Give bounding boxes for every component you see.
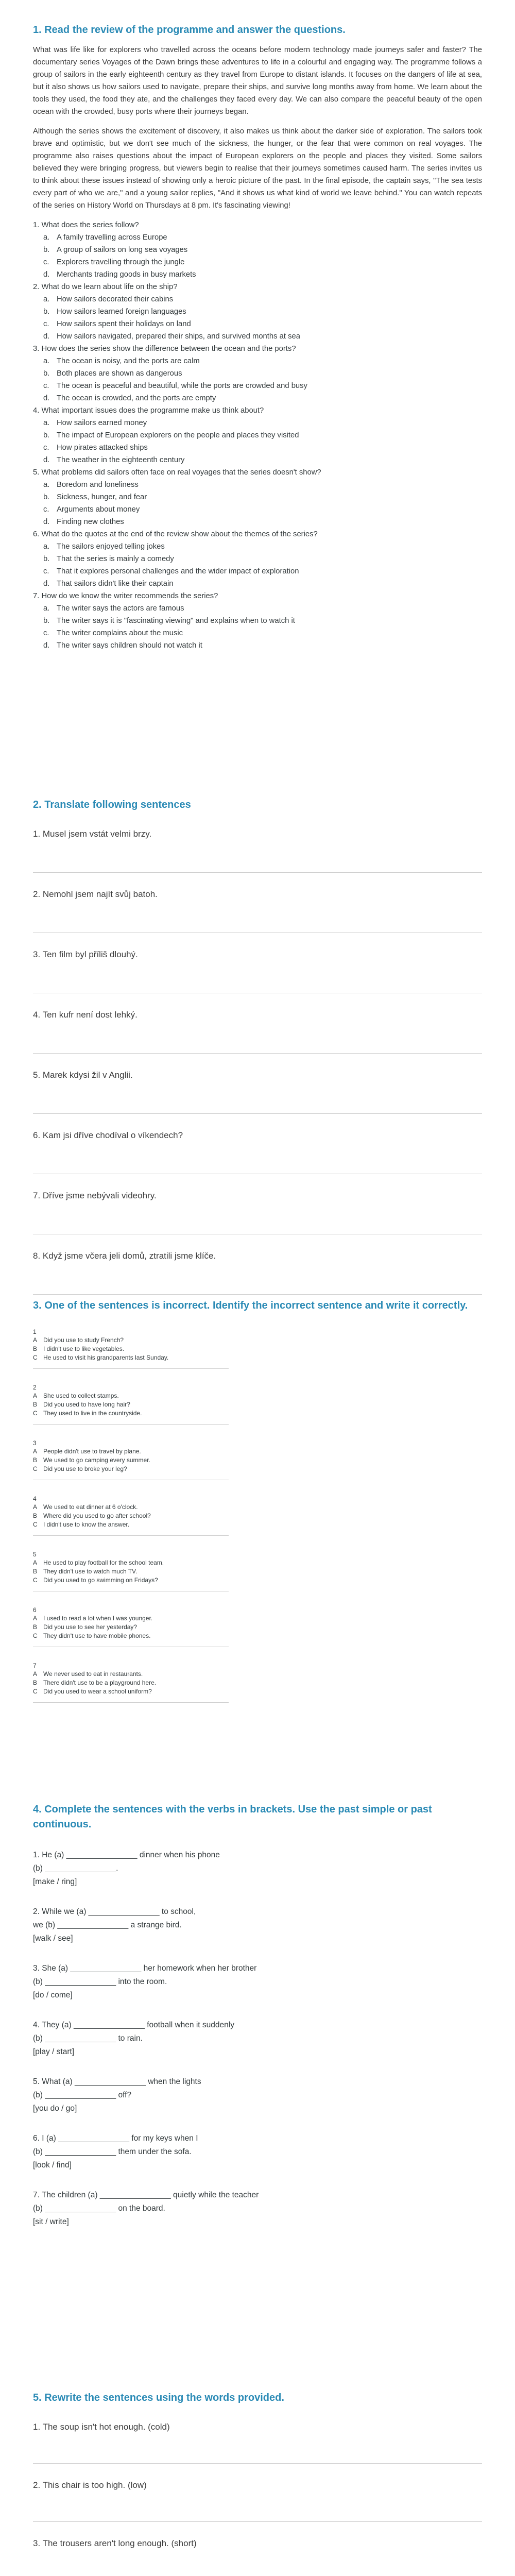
sentence-option[interactable] xyxy=(33,1456,482,1465)
sentence-option[interactable] xyxy=(33,1345,482,1353)
section-4-heading: 4. Complete the sentences with the verbs in brackets. Use the past simple or past continuous. xyxy=(33,1804,432,1830)
option-text: Did you used to have long hair? xyxy=(43,1401,130,1408)
verb-hint: [do / come] xyxy=(33,1991,73,1999)
option-letter: d. xyxy=(43,394,50,402)
question: 5. What problems did sailors often face on real voyages that the series doesn't show? xyxy=(33,468,321,477)
option-text: Did you used to go swimming on Fridays? xyxy=(43,1577,158,1584)
sentence-option[interactable] xyxy=(33,1409,482,1418)
sentence-option[interactable] xyxy=(33,1520,482,1529)
answer-option[interactable] xyxy=(33,244,482,256)
answer-options xyxy=(33,355,482,404)
option-letter: c. xyxy=(43,505,49,514)
option-text: He used to play football for the school team. xyxy=(43,1559,164,1566)
option-text: How sailors earned money xyxy=(57,419,147,427)
translation-item xyxy=(33,948,482,993)
error-group xyxy=(33,1495,482,1536)
option-letter: C xyxy=(33,1632,38,1639)
answer-option[interactable] xyxy=(33,578,482,590)
option-text: The writer complains about the music xyxy=(57,629,183,637)
option-text: How sailors navigated, prepared their ships, and survived months at sea xyxy=(57,332,300,341)
verb-hint: [look / find] xyxy=(33,2161,72,2170)
verb-item xyxy=(33,2019,482,2059)
sentence-option[interactable] xyxy=(33,1623,482,1632)
option-letter: c. xyxy=(43,567,49,575)
option-text: How sailors learned foreign languages xyxy=(57,308,186,316)
answer-option[interactable] xyxy=(33,442,482,454)
question: 1. What does the series follow? xyxy=(33,221,139,229)
review-paragraph: Although the series shows the excitement of discovery, it also makes us think about the darker side of exploration. The sailors took brave and optimistic, but we don't see much of the sickness, the hunger, or the fear that were common on real voyages. The programme also raises questions about the impact of European explorers on the people and places they visited. Some sailors believed they were bringing progress, but viewers begin to realise that their journeys sometimes caused harm. The series invites us to think about these issues instead of showing only a heroic picture of the past. In the final episode, the captain says, "The sea tests every part of who we are," and a young sailor replies, "And it shows us what kind of world we leave behind." You can watch repeats of the series on History World on Thursdays at 8 pm. It's fascinating viewing! xyxy=(33,127,482,210)
option-text: A family travelling across Europe xyxy=(57,233,167,242)
option-letter: B xyxy=(33,1401,38,1408)
option-letter: C xyxy=(33,1410,38,1417)
option-letter: B xyxy=(33,1623,38,1631)
answer-option[interactable] xyxy=(33,293,482,306)
czech-sentence: 2. Nemohl jsem najít svůj batoh. xyxy=(33,889,158,899)
answer-options xyxy=(33,479,482,528)
sentence-option[interactable] xyxy=(33,1576,482,1585)
answer-option[interactable] xyxy=(33,268,482,281)
option-text: The writer says children should not watch it xyxy=(57,641,202,650)
verb-item xyxy=(33,1849,482,1889)
sentence-option[interactable] xyxy=(33,1632,482,1640)
option-text: How sailors decorated their cabins xyxy=(57,295,174,303)
answer-option[interactable] xyxy=(33,306,482,318)
option-letter: C xyxy=(33,1521,38,1528)
verb-hint: [walk / see] xyxy=(33,1934,73,1943)
section-5-heading: 5. Rewrite the sentences using the words provided. xyxy=(33,2392,284,2403)
option-text: Both places are shown as dangerous xyxy=(57,369,182,378)
sentence-line-2[interactable]: (b) ________________ on the board. xyxy=(33,2204,165,2213)
answer-line[interactable] xyxy=(33,1368,229,1369)
verb-hint: [you do / go] xyxy=(33,2104,77,2113)
option-letter: C xyxy=(33,1465,38,1472)
czech-sentence: 3. Ten film byl příliš dlouhý. xyxy=(33,950,138,959)
group-number: 1 xyxy=(33,1328,37,1335)
verb-hint: [play / start] xyxy=(33,2047,75,2056)
option-letter: a. xyxy=(43,357,50,365)
sentence-option[interactable] xyxy=(33,1353,482,1362)
answer-option[interactable] xyxy=(33,231,482,244)
rewrite-list xyxy=(33,2421,482,2576)
original-sentence: 2. This chair is too high. (low) xyxy=(33,2480,147,2490)
option-text: That it explores personal challenges and the wider impact of exploration xyxy=(57,567,299,575)
answer-option[interactable] xyxy=(33,602,482,615)
answer-option[interactable] xyxy=(33,615,482,627)
option-text: I used to read a lot when I was younger. xyxy=(43,1615,153,1622)
option-letter: A xyxy=(33,1336,38,1344)
option-text: That sailors didn't like their captain xyxy=(57,580,174,588)
sentence-option[interactable] xyxy=(33,1670,482,1679)
option-letter: c. xyxy=(43,382,49,390)
option-letter: A xyxy=(33,1448,38,1455)
sentence-line-2[interactable]: (b) ________________ off? xyxy=(33,2091,132,2099)
translation-item xyxy=(33,1129,482,1174)
option-letter: d. xyxy=(43,332,50,341)
translation-item xyxy=(33,1250,482,1295)
sentence-option[interactable] xyxy=(33,1336,482,1345)
option-letter: d. xyxy=(43,641,50,650)
answer-option[interactable] xyxy=(33,553,482,565)
option-letter: B xyxy=(33,1512,38,1519)
option-letter: a. xyxy=(43,419,50,427)
error-group xyxy=(33,1550,482,1591)
option-letter: B xyxy=(33,1456,38,1464)
option-text: They didn't use to watch much TV. xyxy=(43,1568,138,1575)
option-letter: C xyxy=(33,1577,38,1584)
option-letter: d. xyxy=(43,270,50,279)
error-group xyxy=(33,1383,482,1425)
group-number: 4 xyxy=(33,1495,37,1502)
option-letter: d. xyxy=(43,580,50,588)
section-reading xyxy=(33,23,482,652)
czech-sentence: 7. Dříve jsme nebývali videohry. xyxy=(33,1191,157,1200)
answer-option[interactable] xyxy=(33,417,482,429)
review-paragraph: What was life like for explorers who travelled across the oceans before modern technology made journeys safer and faster? The documentary series Voyages of the Dawn brings these adventures to life in a colourful and engaging way. The programme follows a group of sailors in the early eighteenth century as they travel from Europe to distant islands. It focuses on the dangers of life at sea, but it also shows us how sailors used to navigate, prepare their ships, and survive long months away from home. We learn about the tools they used, the food they ate, and the challenges they faced every day. We can also compare the peaceful beauty of the open ocean with the crowded, busy ports where their journeys began. xyxy=(33,46,482,116)
group-number: 7 xyxy=(33,1662,37,1669)
translation-item xyxy=(33,828,482,873)
option-letter: b. xyxy=(43,308,50,316)
option-letter: b. xyxy=(43,555,50,563)
error-groups xyxy=(33,1328,482,1703)
sentence-option[interactable] xyxy=(33,1512,482,1520)
option-letter: a. xyxy=(43,604,50,613)
option-text: She used to collect stamps. xyxy=(43,1392,119,1399)
option-letter: A xyxy=(33,1503,38,1511)
sentence-line-2[interactable]: (b) ________________. xyxy=(33,1864,118,1873)
option-letter: c. xyxy=(43,444,49,452)
sentence-line-2[interactable]: (b) ________________ to rain. xyxy=(33,2034,143,2043)
option-letter: c. xyxy=(43,629,49,637)
option-text: That the series is mainly a comedy xyxy=(57,555,174,563)
option-letter: a. xyxy=(43,233,50,242)
answer-option[interactable] xyxy=(33,392,482,404)
option-letter: B xyxy=(33,1345,38,1352)
answer-option[interactable] xyxy=(33,516,482,528)
option-text: The weather in the eighteenth century xyxy=(57,456,185,464)
sentence-option[interactable] xyxy=(33,1392,482,1400)
answer-option[interactable] xyxy=(33,491,482,503)
section-3-heading: 3. One of the sentences is incorrect. Identify the incorrect sentence and write it correctly. xyxy=(33,1300,468,1311)
sentence-option[interactable] xyxy=(33,1503,482,1512)
answer-option[interactable] xyxy=(33,429,482,442)
answer-option[interactable] xyxy=(33,380,482,392)
option-text: Did you use to see her yesterday? xyxy=(43,1623,138,1631)
option-letter: d. xyxy=(43,456,50,464)
answer-option[interactable] xyxy=(33,565,482,578)
original-sentence: 3. The trousers aren't long enough. (short) xyxy=(33,2538,197,2548)
option-text: Finding new clothes xyxy=(57,518,124,526)
original-sentence: 1. The soup isn't hot enough. (cold) xyxy=(33,2422,170,2432)
error-group xyxy=(33,1328,482,1369)
option-text: How pirates attacked ships xyxy=(57,444,148,452)
option-text: Arguments about money xyxy=(57,505,140,514)
option-text: The writer says it is "fascinating viewing" and explains when to watch it xyxy=(57,617,295,625)
option-text: The sailors enjoyed telling jokes xyxy=(57,543,165,551)
answer-options xyxy=(33,417,482,466)
answer-options xyxy=(33,231,482,281)
answer-option[interactable] xyxy=(33,540,482,553)
option-text: He used to visit his grandparents last Sunday. xyxy=(43,1354,169,1361)
section-1-heading: 1. Read the review of the programme and answer the questions. xyxy=(33,24,346,36)
option-letter: A xyxy=(33,1392,38,1399)
verb-hint: [make / ring] xyxy=(33,1877,77,1886)
question: 4. What important issues does the programme make us think about? xyxy=(33,406,264,415)
sentence-line-1[interactable]: 1. He (a) ________________ dinner when his phone xyxy=(33,1851,220,1859)
translation-list xyxy=(33,828,482,1295)
answer-line[interactable] xyxy=(33,2463,482,2464)
answer-line[interactable] xyxy=(33,1113,482,1114)
czech-sentence: 4. Ten kufr není dost lehký. xyxy=(33,1010,138,1020)
section-rewrite xyxy=(33,2391,482,2576)
answer-line[interactable] xyxy=(33,872,482,873)
sentence-option[interactable] xyxy=(33,1567,482,1576)
sentence-option[interactable] xyxy=(33,1447,482,1456)
sentence-line-1[interactable]: 2. While we (a) ________________ to school, xyxy=(33,1907,196,1916)
option-text: The ocean is peaceful and beautiful, while the ports are crowded and busy xyxy=(57,382,307,390)
option-text: Explorers travelling through the jungle xyxy=(57,258,185,266)
group-number: 6 xyxy=(33,1606,37,1614)
option-text: The ocean is crowded, and the ports are empty xyxy=(57,394,216,402)
sentence-option[interactable] xyxy=(33,1687,482,1696)
translation-item xyxy=(33,1069,482,1114)
error-group xyxy=(33,1439,482,1480)
rewrite-item xyxy=(33,2537,482,2576)
czech-sentence: 6. Kam jsi dříve chodíval o víkendech? xyxy=(33,1130,183,1140)
verb-item xyxy=(33,2075,482,2115)
sentence-option[interactable] xyxy=(33,1679,482,1687)
section-verb-tenses xyxy=(33,1802,482,2229)
rewrite-item xyxy=(33,2479,482,2522)
sentence-option[interactable] xyxy=(33,1614,482,1623)
rewrite-item xyxy=(33,2421,482,2464)
verb-item xyxy=(33,1962,482,2002)
sentence-line-1[interactable]: 3. She (a) ________________ her homework when her brother xyxy=(33,1964,257,1973)
option-letter: c. xyxy=(43,320,49,328)
option-letter: c. xyxy=(43,258,49,266)
verb-hint: [sit / write] xyxy=(33,2217,69,2226)
option-text: They used to live in the countryside. xyxy=(43,1410,142,1417)
verb-item xyxy=(33,2132,482,2172)
option-text: Where did you used to go after school? xyxy=(43,1512,151,1519)
error-group xyxy=(33,1662,482,1703)
option-letter: a. xyxy=(43,295,50,303)
verb-item xyxy=(33,1905,482,1945)
answer-option[interactable] xyxy=(33,256,482,268)
option-letter: b. xyxy=(43,493,50,501)
group-number: 5 xyxy=(33,1551,37,1558)
translation-item xyxy=(33,888,482,933)
answer-option[interactable] xyxy=(33,479,482,491)
option-text: Did you used to wear a school uniform? xyxy=(43,1688,152,1695)
option-text: Boredom and loneliness xyxy=(57,481,139,489)
answer-option[interactable] xyxy=(33,627,482,639)
answer-line[interactable] xyxy=(33,1053,482,1054)
option-text: There didn't use to be a playground here. xyxy=(43,1679,157,1686)
option-letter: b. xyxy=(43,246,50,254)
option-letter: b. xyxy=(43,431,50,439)
sentence-option[interactable] xyxy=(33,1558,482,1567)
option-text: Did you use to study French? xyxy=(43,1336,124,1344)
question: 2. What do we learn about life on the ship? xyxy=(33,283,178,291)
czech-sentence: 5. Marek kdysi žil v Anglii. xyxy=(33,1070,133,1080)
answer-line[interactable] xyxy=(33,1424,229,1425)
answer-option[interactable] xyxy=(33,355,482,367)
answer-line[interactable] xyxy=(33,1535,229,1536)
option-text: The ocean is noisy, and the ports are calm xyxy=(57,357,200,365)
option-letter: A xyxy=(33,1559,38,1566)
option-text: Did you use to broke your leg? xyxy=(43,1465,127,1472)
option-text: We used to eat dinner at 6 o'clock. xyxy=(43,1503,138,1511)
option-letter: b. xyxy=(43,369,50,378)
question: 3. How does the series show the difference between the ocean and the ports? xyxy=(33,345,296,353)
verb-item xyxy=(33,2189,482,2229)
option-text: People didn't use to travel by plane. xyxy=(43,1448,141,1455)
section-translate xyxy=(33,798,482,1295)
option-letter: B xyxy=(33,1679,38,1686)
option-letter: B xyxy=(33,1568,38,1575)
answer-line[interactable] xyxy=(33,1294,482,1295)
option-letter: d. xyxy=(43,518,50,526)
option-text: Sickness, hunger, and fear xyxy=(57,493,147,501)
group-number: 3 xyxy=(33,1439,37,1447)
answer-option[interactable] xyxy=(33,318,482,330)
option-letter: a. xyxy=(43,543,50,551)
option-text: I didn't use to like vegetables. xyxy=(43,1345,125,1352)
group-number: 2 xyxy=(33,1384,37,1391)
section-error-correction xyxy=(33,1298,482,1703)
czech-sentence: 8. Když jsme včera jeli domů, ztratili jsme klíče. xyxy=(33,1251,216,1261)
option-text: We never used to eat in restaurants. xyxy=(43,1670,143,1677)
sentence-line-1[interactable]: 4. They (a) ________________ football when it suddenly xyxy=(33,2021,234,2029)
sentence-line-2[interactable]: we (b) ________________ a strange bird. xyxy=(33,1921,182,1929)
option-letter: C xyxy=(33,1688,38,1695)
option-text: We used to go camping every summer. xyxy=(43,1456,150,1464)
option-letter: A xyxy=(33,1670,38,1677)
sentence-line-2[interactable]: (b) ________________ into the room. xyxy=(33,1977,167,1986)
sentence-line-2[interactable]: (b) ________________ them under the sofa. xyxy=(33,2147,192,2156)
option-letter: A xyxy=(33,1615,38,1622)
answer-options xyxy=(33,293,482,343)
option-text: The writer says the actors are famous xyxy=(57,604,184,613)
question: 7. How do we know the writer recommends the series? xyxy=(33,592,218,600)
option-text: How sailors spent their holidays on land xyxy=(57,320,191,328)
option-text: They didn't use to have mobile phones. xyxy=(43,1632,151,1639)
answer-options xyxy=(33,602,482,652)
answer-option[interactable] xyxy=(33,330,482,343)
question-list xyxy=(33,219,482,652)
question: 6. What do the quotes at the end of the review show about the themes of the series? xyxy=(33,530,318,538)
option-text: The impact of European explorers on the people and places they visited xyxy=(57,431,299,439)
section-2-heading: 2. Translate following sentences xyxy=(33,799,191,810)
option-text: I didn't use to know the answer. xyxy=(43,1521,130,1528)
error-group xyxy=(33,1606,482,1647)
sentence-option[interactable] xyxy=(33,1465,482,1473)
sentence-option[interactable] xyxy=(33,1400,482,1409)
option-letter: C xyxy=(33,1354,38,1361)
option-text: A group of sailors on long sea voyages xyxy=(57,246,188,254)
answer-option[interactable] xyxy=(33,367,482,380)
option-letter: a. xyxy=(43,481,50,489)
sentence-line-1[interactable]: 7. The children (a) ________________ quietly while the teacher xyxy=(33,2191,259,2199)
sentence-line-1[interactable]: 6. I (a) ________________ for my keys when I xyxy=(33,2134,198,2143)
option-letter: b. xyxy=(43,617,50,625)
verb-sentences xyxy=(33,1849,482,2229)
translation-item xyxy=(33,1009,482,1054)
sentence-line-1[interactable]: 5. What (a) ________________ when the lights xyxy=(33,2077,201,2086)
answer-option[interactable] xyxy=(33,454,482,466)
translation-item xyxy=(33,1190,482,1234)
answer-line[interactable] xyxy=(33,1702,229,1703)
option-text: Merchants trading goods in busy markets xyxy=(57,270,196,279)
answer-options xyxy=(33,540,482,590)
answer-option[interactable] xyxy=(33,639,482,652)
czech-sentence: 1. Musel jsem vstát velmi brzy. xyxy=(33,829,152,839)
answer-line[interactable] xyxy=(33,2521,482,2522)
answer-option[interactable] xyxy=(33,503,482,516)
